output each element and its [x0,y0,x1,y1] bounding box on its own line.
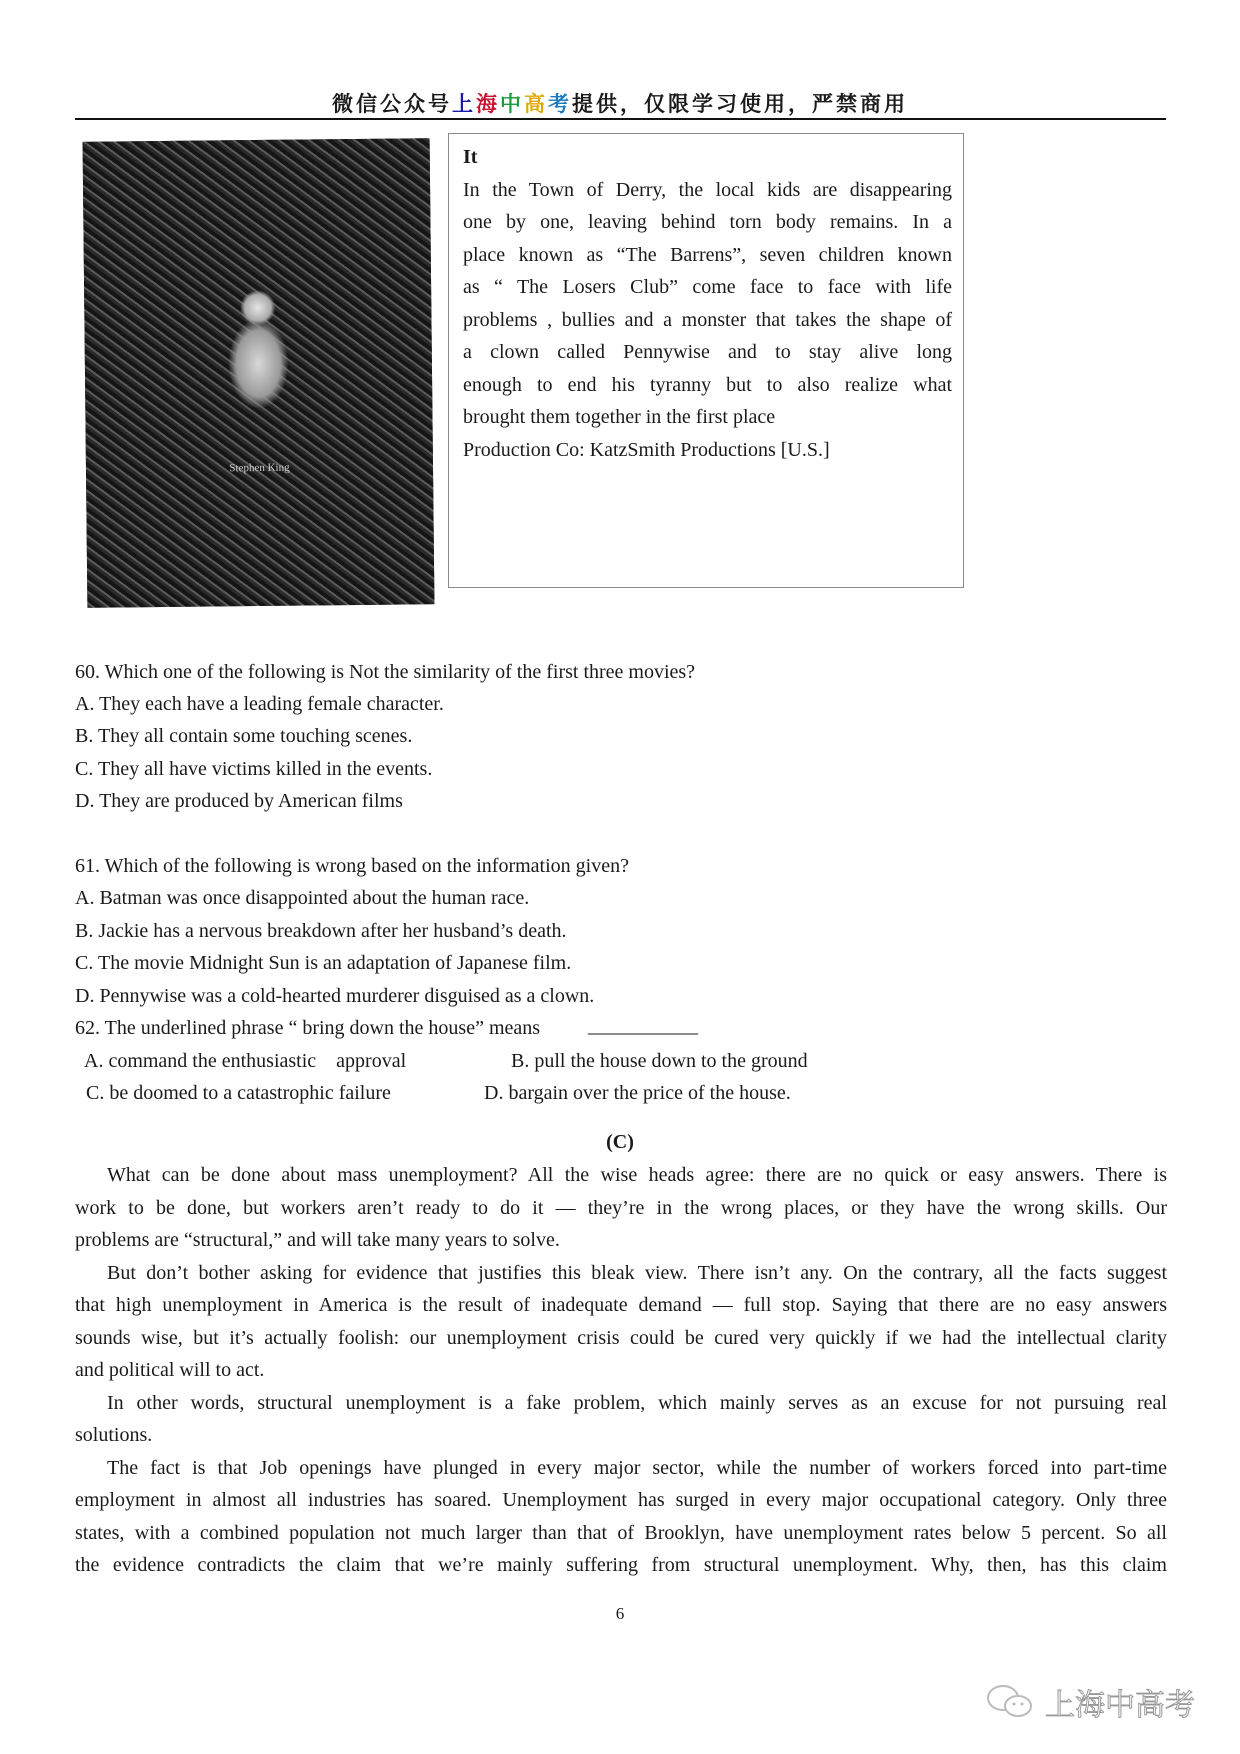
passage-line: states, with a combined population not much larger than that of Brooklyn, have unemployment rates below 5 percent. So all [75,1521,1167,1544]
page-number: 6 [615,1604,625,1623]
answer-option: D. They are produced by American films [75,790,403,812]
header-notice [0,88,1240,118]
movie-poster-image [83,138,435,608]
answer-option: B. pull the house down to the ground [511,1050,808,1072]
wechat-icon [985,1684,1037,1720]
passage-line: the evidence contradicts the claim that we’re mainly suffering from structural unemployment. Why, then, has this claim [75,1554,1167,1576]
header-rule [75,118,1166,120]
answer-blank: ___________ [588,1015,698,1037]
question-stem: 62. The underlined phrase “ bring down the house” means [75,1017,541,1039]
passage-line: The fact is that Job openings have plunged in every major sector, while the number of workers forced into part-time [107,1456,1167,1479]
passage-line: work to be done, but workers aren’t ready to do it — they’re in the wrong places, or they have the wrong skills. Our [75,1196,1167,1219]
answer-option: D. bargain over the price of the house. [484,1082,791,1104]
movie-description-line: brought them together in the first place [463,406,776,428]
passage-line: sounds wise, but it’s actually foolish: our unemployment crisis could be cured very quickly if we had the intellectual clarity [75,1326,1167,1349]
answer-option: C. They all have victims killed in the events. [75,758,433,780]
brand-char: 高 [524,92,548,116]
brand-char: 中 [500,92,524,116]
movie-description-line: enough to end his tyranny but to also realize what [463,373,952,396]
passage-line: In other words, structural unemployment is a fake problem, which mainly serves as an excuse for not pursuing real [107,1391,1167,1414]
movie-description-line: In the Town of Derry, the local kids are disappearing [463,178,952,201]
answer-option: A. command the enthusiastic approval [84,1050,407,1072]
answer-option: B. They all contain some touching scenes. [75,725,413,747]
movie-title: It [463,146,478,168]
header-prefix: 微信公众号 [332,92,452,116]
section-heading: (C) [606,1131,634,1153]
question-stem: 60. Which one of the following is Not the similarity of the first three movies? [75,661,696,683]
movie-description-line: a clown called Pennywise and to stay alive long [463,341,952,363]
movie-description-line: place known as “The Barrens”, seven children known [463,243,952,266]
header-brand [452,92,572,116]
answer-option: C. be doomed to a catastrophic failure [86,1082,391,1104]
answer-option: C. The movie Midnight Sun is an adaptation of Japanese film. [75,952,572,974]
watermark [985,1680,1195,1724]
brand-char: 海 [476,92,500,116]
brand-char: 考 [548,92,572,116]
movie-description-line: as “ The Losers Club” come face to face with life [463,276,952,298]
passage-line: that high unemployment in America is the result of inadequate demand — full stop. Saying that there are no easy answers [75,1294,1167,1316]
passage-line: solutions. [75,1424,153,1446]
passage-line: problems are “structural,” and will take many years to solve. [75,1229,560,1251]
passage-line: and political will to act. [75,1359,265,1381]
passage-line: What can be done about mass unemployment? All the wise heads agree: there are no quick or easy answers. There is [107,1164,1167,1186]
passage-line: employment in almost all industries has soared. Unemployment has surged in every major occupational category. Only three [75,1489,1167,1511]
header-suffix: 提供，仅限学习使用，严禁商用 [572,92,908,116]
answer-option: A. Batman was once disappointed about the human race. [75,887,530,909]
poster-author: Stephen King [229,461,290,475]
movie-description-line: one by one, leaving behind torn body remains. In a [463,211,952,233]
question-stem: 61. Which of the following is wrong based on the information given? [75,855,629,877]
answer-option: A. They each have a leading female character. [75,693,444,715]
passage-line: But don’t bother asking for evidence that justifies this bleak view. There isn’t any. On the contrary, all the facts suggest [107,1261,1167,1284]
answer-option: D. Pennywise was a cold-hearted murderer disguised as a clown. [75,985,595,1007]
movie-description-line: problems , bullies and a monster that takes the shape of [463,308,952,331]
brand-char: 上 [452,92,476,116]
production-company: Production Co: KatzSmith Productions [U.S.] [463,438,830,461]
answer-option: B. Jackie has a nervous breakdown after her husband’s death. [75,920,567,942]
watermark-text: 上海中高考 [1045,1688,1195,1723]
